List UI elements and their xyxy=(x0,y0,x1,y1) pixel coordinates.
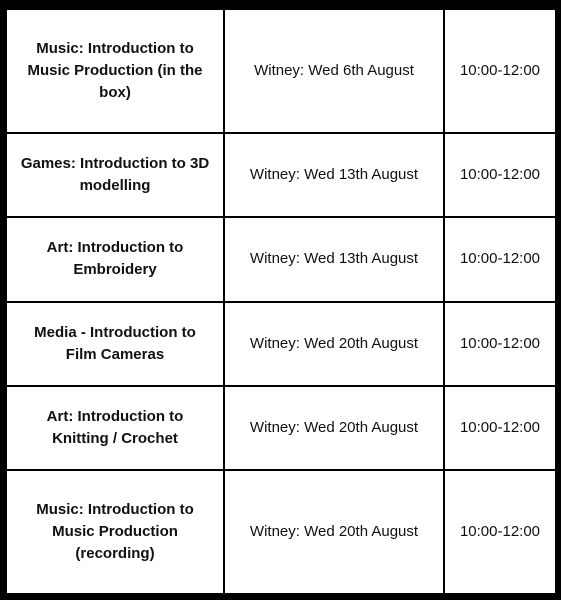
course-title: Music: Introduction to Music Production (in the box) xyxy=(6,9,224,133)
session-time: 10:00-12:00 xyxy=(444,386,556,470)
session-date: Witney: Wed 6th August xyxy=(224,9,444,133)
session-time: 10:00-12:00 xyxy=(444,470,556,594)
course-title: Art: Introduction to Knitting / Crochet xyxy=(6,386,224,470)
session-date: Witney: Wed 20th August xyxy=(224,470,444,594)
table-row xyxy=(6,302,556,386)
course-title: Music: Introduction to Music Production (recording) xyxy=(6,470,224,594)
table-row xyxy=(6,9,556,133)
table-row xyxy=(6,217,556,301)
course-title: Art: Introduction to Embroidery xyxy=(6,217,224,301)
table-row xyxy=(6,386,556,470)
session-date: Witney: Wed 20th August xyxy=(224,302,444,386)
session-time: 10:00-12:00 xyxy=(444,9,556,133)
course-title: Games: Introduction to 3D modelling xyxy=(6,133,224,217)
session-time: 10:00-12:00 xyxy=(444,133,556,217)
session-date: Witney: Wed 13th August xyxy=(224,217,444,301)
session-date: Witney: Wed 20th August xyxy=(224,386,444,470)
session-time: 10:00-12:00 xyxy=(444,217,556,301)
session-time: 10:00-12:00 xyxy=(444,302,556,386)
table-row xyxy=(6,133,556,217)
course-schedule-table xyxy=(5,8,557,595)
course-title: Media - Introduction to Film Cameras xyxy=(6,302,224,386)
session-date: Witney: Wed 13th August xyxy=(224,133,444,217)
table-row xyxy=(6,470,556,594)
